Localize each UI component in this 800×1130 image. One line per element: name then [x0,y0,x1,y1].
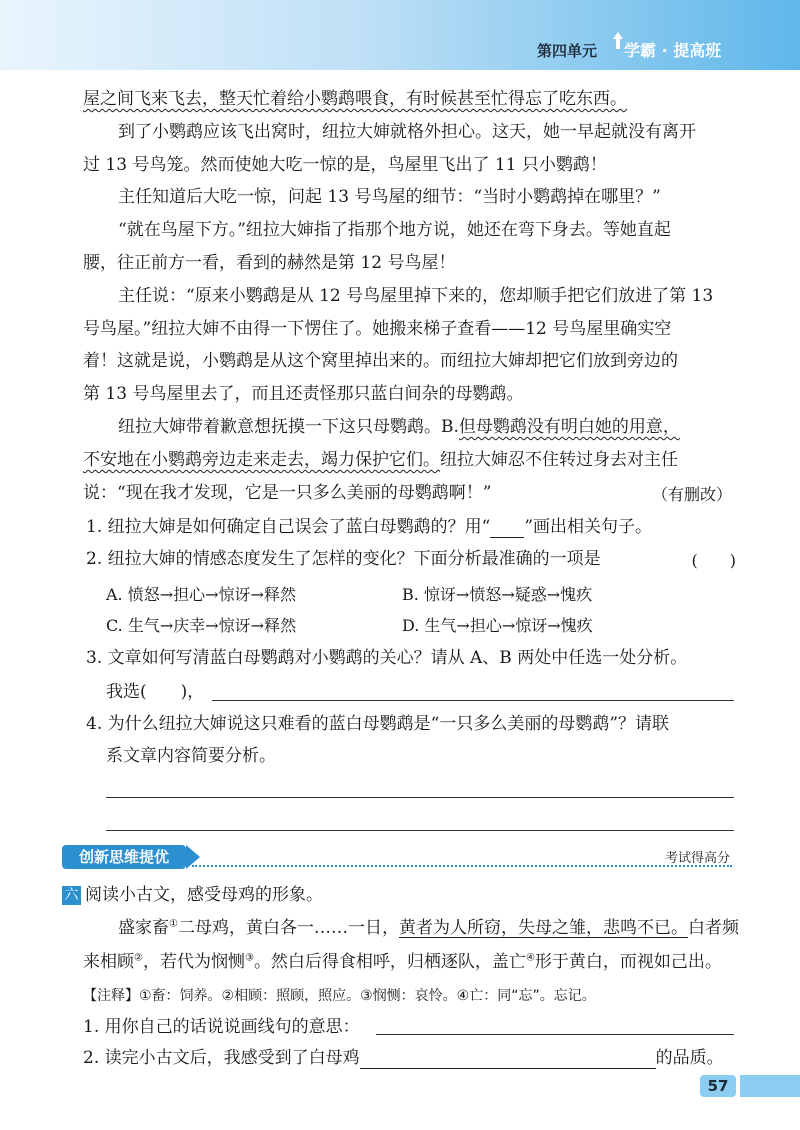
passage-line: 不安地在小鹦鹉旁边走来走去，竭力保护它们。纽拉大婶忍不住转过身去对主任 [83,450,678,470]
section-title: 创新思维提优 [62,845,186,869]
section-divider [192,865,732,867]
option-d[interactable]: D. 生气→担心→惊讶→愧疚 [402,616,593,635]
annotation-note: 【注释】①畜：饲养。②相顾：照顾，照应。③悯恻：哀怜。④亡：同“忘”。忘记。 [83,988,596,1004]
part6-question-1: 1. 用你自己的话说说画线句的意思： [83,1017,360,1037]
passage-line: 主任说：“原来小鹦鹉是从 12 号鸟屋里掉下来的，您却顺手把它们放进了第 13 [118,286,714,306]
answer-blank[interactable] [360,1068,656,1069]
passage-line: 第 13 号鸟屋里去了，而且还责怪那只蓝白间杂的母鹦鹉。 [83,384,524,404]
underlined-classical-sentence: 黄者为人所窃，失母之雏，悲鸣不已。 [398,918,688,938]
part6-title: 六 阅读小古文，感受母鸡的形象。 [62,884,323,906]
answer-line[interactable] [212,700,734,701]
underlined-sentence-b: 不安地在小鹦鹉旁边走来走去，竭力保护它们。 [83,450,440,470]
passage-line: “就在鸟屋下方。”纽拉大婶指了指那个地方说，她还在弯下身去。等她直起 [118,220,671,240]
underline-sample [490,537,524,538]
part-number: 六 [62,886,81,905]
question-3: 3. 文章如何写清蓝白母鹦鹉对小鹦鹉的关心？请从 A、B 两处中任选一处分析。 [86,648,688,668]
page-number: 57 [700,1075,736,1097]
page-header [0,0,800,70]
answer-line[interactable] [106,830,734,831]
page-number-bar [740,1075,800,1097]
option-c[interactable]: C. 生气→庆幸→惊讶→释然 [106,616,297,635]
passage-line: 主任知道后大吃一惊，问起 13 号鸟屋的细节：“当时小鹦鹉掉在哪里？” [118,187,661,207]
question-1: 1. 纽拉大婶是如何确定自己误会了蓝白母鹦鹉的？用“ ”画出相关句子。 [86,517,653,537]
source-note: （有删改） [651,485,732,504]
underlined-sentence-a: 屋之间飞来飞去，整天忙着给小鹦鹉喂食，有时候甚至忙得忘了吃东西。 [83,89,627,109]
passage-line [83,88,627,110]
passage-line: 过 13 号鸟笼。然而使她大吃一惊的是，鸟屋里飞出了 11 只小鹦鹉！ [83,155,607,175]
section-banner [62,845,740,869]
passage-line: 着！这就是说，小鹦鹉是从这个窝里掉出来的。而纽拉大婶却把它们放到旁边的 [83,351,678,371]
answer-line[interactable] [106,797,734,798]
option-b[interactable]: B. 惊讶→愤怒→疑惑→愧疚 [402,585,593,604]
classical-text-line: 来相顾②，若代为悯恻③。然白后得食相呼，归栖逐队，盖亡④形于黄白，而视如己出。 [83,952,722,972]
passage-line: 到了小鹦鹉应该飞出窝时，纽拉大婶就格外担心。这天，她一早起就没有离开 [118,122,696,142]
passage-line: 纽拉大婶带着歉意想抚摸一下这只母鹦鹉。B.但母鹦鹉没有明白她的用意， [118,417,680,437]
section-subtitle: 考试得高分 [664,851,730,866]
classical-text-line: 盛家畜①二母鸡，黄白各一……一日，黄者为人所窃，失母之雏，悲鸣不已。白者频 [118,918,739,938]
passage-line: 号鸟屋。”纽拉大婶不由得一下愣住了。她搬来梯子查看——12 号鸟屋里确实空 [83,319,672,339]
brand-label: 学霸 · 提高班 [624,41,722,60]
unit-label: 第四单元 [537,42,598,60]
question-4: 4. 为什么纽拉大婶说这只难看的蓝白母鹦鹉是“一只多么美丽的母鹦鹉”？请联 [86,714,670,734]
arrow-up-icon [612,30,624,50]
answer-paren[interactable]: ( ) [691,551,736,570]
question-4-cont: 系文章内容简要分析。 [106,746,276,766]
option-a[interactable]: A. 愤怒→担心→惊讶→释然 [106,585,296,604]
passage-line: 腰，往正前方一看，看到的赫然是第 12 号鸟屋！ [83,253,456,273]
underlined-sentence-b: 但母鹦鹉没有明白她的用意， [458,417,680,437]
answer-line[interactable] [376,1034,734,1035]
question-2: 2. 纽拉大婶的情感态度发生了怎样的变化？下面分析最准确的一项是 [86,549,601,569]
passage-line: 说：“现在我才发现，它是一只多么美丽的母鹦鹉啊！” [83,483,492,503]
question-3-choice: 我选( )， [106,682,205,702]
part6-question-2: 2. 读完小古文后，我感受到了白母鸡 的品质。 [83,1048,724,1068]
